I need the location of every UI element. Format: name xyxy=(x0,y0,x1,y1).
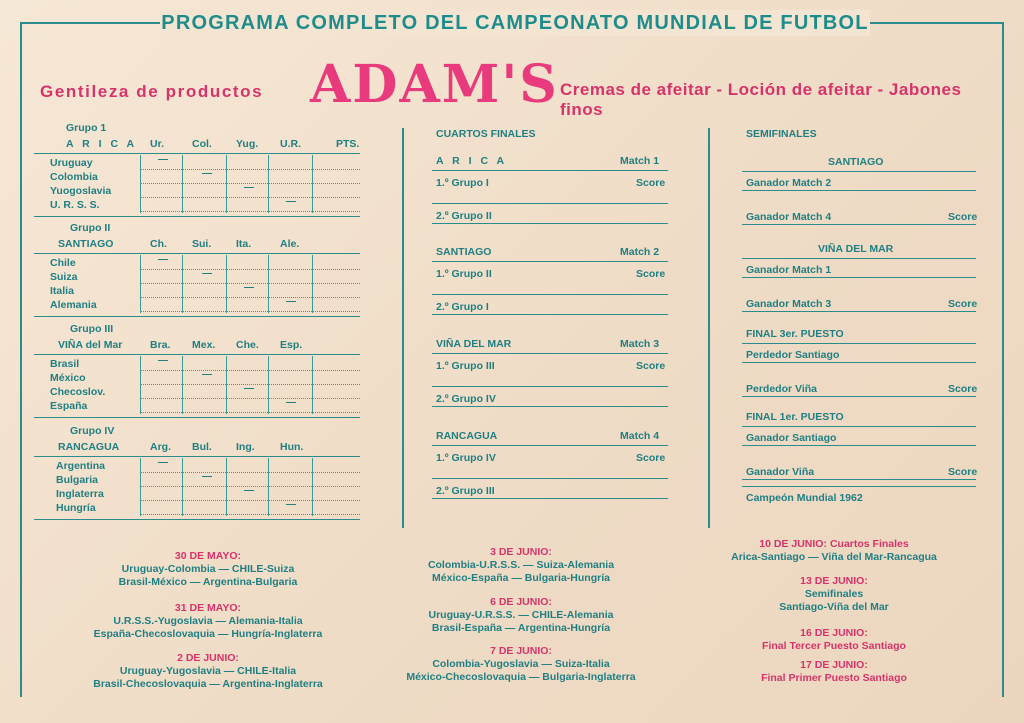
sponsor-right-text: Cremas de afeitar - Loción de afeitar - Jabones finos xyxy=(560,80,962,119)
schedule-entry xyxy=(664,575,1004,614)
schedule-line: Colombia-U.R.S.S. — Suiza-Alemania xyxy=(427,559,615,571)
group-venue: A R I C A xyxy=(66,138,138,150)
group-col-header: Ch. xyxy=(150,238,167,250)
schedule-date xyxy=(38,652,378,665)
schedule-date xyxy=(38,602,378,615)
semis-team-b: Ganador Match 3 xyxy=(746,298,832,310)
schedule-date xyxy=(664,627,1004,640)
group-row-line xyxy=(140,500,360,501)
cuartos-line xyxy=(432,498,668,499)
group-cell-line xyxy=(182,356,183,414)
schedule-date-text: 10 DE JUNIO: xyxy=(759,538,827,550)
semis-line xyxy=(742,171,976,172)
semis-head: VIÑA DEL MAR xyxy=(818,243,894,255)
schedule-line: España-Checoslovaquia — Hungría-Inglaterra xyxy=(93,628,323,640)
schedule-entry xyxy=(351,645,691,684)
group-col-header: Bul. xyxy=(192,441,212,453)
dash-mark: — xyxy=(158,457,168,468)
semis-line xyxy=(742,190,976,191)
group-team: Chile xyxy=(50,257,76,269)
group-col-header: PTS. xyxy=(336,138,360,150)
schedule-date xyxy=(351,645,691,658)
semis-title: SEMIFINALES xyxy=(746,128,817,140)
schedule-date-text: 31 DE MAYO: xyxy=(174,602,242,614)
group-team: Uruguay xyxy=(50,157,93,169)
group-col-header: Hun. xyxy=(280,441,304,453)
cuartos-line xyxy=(432,478,668,479)
sponsor-banner xyxy=(40,54,1000,119)
cuartos-line xyxy=(432,223,668,224)
schedule-line: Uruguay-Colombia — CHILE-Suiza xyxy=(121,563,295,575)
semis-line xyxy=(742,258,976,259)
schedule-entry xyxy=(664,659,1004,685)
group-team: Inglaterra xyxy=(56,488,104,500)
schedule-line: Semifinales xyxy=(804,588,864,600)
dash-mark: — xyxy=(286,196,296,207)
dash-mark: — xyxy=(286,296,296,307)
group-cell-line xyxy=(140,458,141,516)
schedule-line: México-Checoslovaquia — Bulgaria-Inglaterra xyxy=(406,671,636,683)
schedule-entry xyxy=(38,652,378,691)
semis-team-b: Ganador Match 4 xyxy=(746,211,832,223)
semis-score-label: Score xyxy=(948,211,978,223)
group-venue: VIÑA del Mar xyxy=(58,339,123,351)
cuartos-score-label: Score xyxy=(636,452,666,464)
dash-mark: — xyxy=(286,499,296,510)
group-team: Italia xyxy=(50,285,74,297)
cuartos-match-label: Match 4 xyxy=(620,430,660,442)
semis-score-label: Score xyxy=(948,466,978,478)
schedule-line: Arica-Santiago — Viña del Mar-Rancagua xyxy=(731,551,937,563)
group-col-header: Ur. xyxy=(150,138,165,150)
sponsor-left-text: Gentileza de productos xyxy=(40,82,264,101)
cuartos-line xyxy=(432,406,668,407)
cuartos-line xyxy=(432,445,668,446)
group-header-line xyxy=(34,354,360,355)
semis-line xyxy=(742,224,976,225)
group-cell-line xyxy=(182,155,183,213)
group-team: España xyxy=(50,400,88,412)
group-team: México xyxy=(50,372,86,384)
dash-mark: — xyxy=(244,182,254,193)
semis-line xyxy=(742,396,976,397)
dash-mark: — xyxy=(202,369,212,380)
frame-left xyxy=(20,22,22,697)
group-team: Suiza xyxy=(50,271,78,283)
group-header-line xyxy=(34,456,360,457)
cuartos-venue: RANCAGUA xyxy=(436,430,498,442)
schedule-entry xyxy=(351,596,691,635)
cuartos-match-label: Match 2 xyxy=(620,246,660,258)
page-title: PROGRAMA COMPLETO DEL CAMPEONATO MUNDIAL DE FUTBOL xyxy=(161,12,869,34)
schedule-date xyxy=(351,596,691,609)
group-cell-line xyxy=(140,155,141,213)
semis-team-a: Ganador Santiago xyxy=(746,432,837,444)
dash-mark: — xyxy=(244,485,254,496)
group-row-line xyxy=(140,211,360,212)
group-col-header: Mex. xyxy=(192,339,216,351)
semis-score-label: Score xyxy=(948,298,978,310)
schedule-date xyxy=(664,538,1004,551)
cuartos-venue: A R I C A xyxy=(436,155,508,167)
group-row-line xyxy=(140,311,360,312)
semis-team-a: Perdedor Santiago xyxy=(746,349,840,361)
cuartos-match-label: Match 3 xyxy=(620,338,660,350)
group-col-header: Ing. xyxy=(236,441,255,453)
group-team: Checoslov. xyxy=(50,386,106,398)
group-cell-line xyxy=(268,155,269,213)
semis-line xyxy=(742,277,976,278)
cuartos-team-b: 2.º Grupo II xyxy=(436,210,492,222)
cuartos-team-a: 1.º Grupo IV xyxy=(436,452,496,464)
group-cell-line xyxy=(312,255,313,313)
cuartos-score-label: Score xyxy=(636,360,666,372)
schedule-line: Colombia-Yugoslavia — Suiza-Italia xyxy=(432,658,610,670)
cuartos-team-b: 2.º Grupo I xyxy=(436,301,489,313)
semis-line xyxy=(742,362,976,363)
semis-team-b: Perdedor Viña xyxy=(746,383,817,395)
schedule-date-text: 16 DE JUNIO: xyxy=(800,627,868,639)
group-col-header: Ita. xyxy=(236,238,252,250)
group-bottom-line xyxy=(34,316,360,317)
dash-mark: — xyxy=(244,383,254,394)
group-col-header: Bra. xyxy=(150,339,171,351)
group-team: Hungría xyxy=(56,502,96,514)
cuartos-line xyxy=(432,170,668,171)
dash-mark: — xyxy=(286,397,296,408)
group-team: Argentina xyxy=(56,460,106,472)
cuartos-line xyxy=(432,386,668,387)
schedule-date-detail: Cuartos Finales xyxy=(829,538,909,550)
group-cell-line xyxy=(268,356,269,414)
semis-line xyxy=(742,426,976,427)
schedule-date-text: 17 DE JUNIO: xyxy=(800,659,868,671)
champion-label: Campeón Mundial 1962 xyxy=(746,492,863,504)
schedule-date-text: 13 DE JUNIO: xyxy=(800,575,868,587)
dash-mark: — xyxy=(202,471,212,482)
cuartos-title: CUARTOS FINALES xyxy=(436,128,536,140)
group-row-line xyxy=(140,197,360,198)
schedule-date-text: 2 DE JUNIO: xyxy=(177,652,239,664)
schedule-line: Final Primer Puesto Santiago xyxy=(761,672,907,684)
group-cell-line xyxy=(226,155,227,213)
cuartos-venue: SANTIAGO xyxy=(436,246,492,258)
schedule-line: U.R.S.S.-Yugoslavia — Alemania-Italia xyxy=(113,615,303,627)
schedule-entry xyxy=(664,538,1004,564)
group-cell-line xyxy=(182,458,183,516)
cuartos-team-b: 2.º Grupo III xyxy=(436,485,495,497)
cuartos-score-label: Score xyxy=(636,177,666,189)
dash-mark: — xyxy=(202,168,212,179)
group-cell-line xyxy=(312,458,313,516)
group-col-header: Esp. xyxy=(280,339,303,351)
schedule-line: Uruguay-U.R.S.S. — CHILE-Alemania xyxy=(428,609,614,621)
schedule-date xyxy=(38,550,378,563)
semis-line xyxy=(742,343,976,344)
semis-team-a: Ganador Match 2 xyxy=(746,177,832,189)
group-team: Yuogoslavia xyxy=(50,185,112,197)
schedule-entry xyxy=(664,627,1004,653)
semis-head: FINAL 1er. PUESTO xyxy=(746,411,844,423)
semis-line xyxy=(742,479,976,480)
group-cell-line xyxy=(140,356,141,414)
group-row-line xyxy=(140,269,360,270)
group-team: Colombia xyxy=(50,171,98,183)
group-label: Grupo III xyxy=(70,323,114,335)
cuartos-team-a: 1.º Grupo I xyxy=(436,177,489,189)
group-row-line xyxy=(140,412,360,413)
cuartos-line xyxy=(432,294,668,295)
cuartos-line xyxy=(432,203,668,204)
group-row-line xyxy=(140,514,360,515)
schedule-line: Brasil-Checoslovaquia — Argentina-Inglaterra xyxy=(93,678,323,690)
column-divider-2 xyxy=(708,128,710,528)
group-cell-line xyxy=(268,255,269,313)
dash-mark: — xyxy=(158,355,168,366)
group-venue: RANCAGUA xyxy=(58,441,120,453)
semis-head: FINAL 3er. PUESTO xyxy=(746,328,844,340)
group-cell-line xyxy=(182,255,183,313)
schedule-entry xyxy=(351,546,691,585)
group-col-header: Ale. xyxy=(280,238,300,250)
group-team: Alemania xyxy=(50,299,97,311)
semis-head: SANTIAGO xyxy=(828,156,884,168)
schedule-date-text: 7 DE JUNIO: xyxy=(490,645,552,657)
group-cell-line xyxy=(268,458,269,516)
group-label: Grupo IV xyxy=(70,425,115,437)
dash-mark: — xyxy=(158,254,168,265)
schedule-date xyxy=(664,575,1004,588)
schedule-date-text: 30 DE MAYO: xyxy=(174,550,242,562)
group-cell-line xyxy=(140,255,141,313)
cuartos-team-b: 2.º Grupo IV xyxy=(436,393,496,405)
group-col-header: Arg. xyxy=(150,441,171,453)
group-cell-line xyxy=(226,356,227,414)
group-row-line xyxy=(140,297,360,298)
group-cell-line xyxy=(312,155,313,213)
group-row-line xyxy=(140,472,360,473)
group-team: Bulgaria xyxy=(56,474,99,486)
dash-mark: — xyxy=(244,282,254,293)
schedule-line: Uruguay-Yugoslavia — CHILE-Italia xyxy=(119,665,297,677)
cuartos-line xyxy=(432,353,668,354)
champion-line xyxy=(742,486,976,487)
schedule-date-text: 6 DE JUNIO: xyxy=(490,596,552,608)
group-col-header: Col. xyxy=(192,138,212,150)
schedule-line: Brasil-España — Argentina-Hungría xyxy=(431,622,611,634)
dash-mark: — xyxy=(158,154,168,165)
group-row-line xyxy=(140,169,360,170)
schedule-entry xyxy=(38,550,378,589)
semis-line xyxy=(742,311,976,312)
group-col-header: Sui. xyxy=(192,238,212,250)
group-cell-line xyxy=(226,255,227,313)
cuartos-team-a: 1.º Grupo II xyxy=(436,268,492,280)
semis-score-label: Score xyxy=(948,383,978,395)
cuartos-line xyxy=(432,314,668,315)
schedule-date xyxy=(351,546,691,559)
group-label: Grupo 1 xyxy=(66,122,107,134)
schedule-entry xyxy=(38,602,378,641)
semis-team-b: Ganador Viña xyxy=(746,466,815,478)
cuartos-team-a: 1.º Grupo III xyxy=(436,360,495,372)
cuartos-score-label: Score xyxy=(636,268,666,280)
group-bottom-line xyxy=(34,216,360,217)
group-cell-line xyxy=(226,458,227,516)
group-bottom-line xyxy=(34,417,360,418)
schedule-line: Santiago-Viña del Mar xyxy=(779,601,889,613)
brand-logo: ADAM'S xyxy=(310,54,559,115)
group-team: Brasil xyxy=(50,358,80,370)
group-row-line xyxy=(140,398,360,399)
group-col-header: U.R. xyxy=(280,138,301,150)
group-col-header: Che. xyxy=(236,339,259,351)
group-bottom-line xyxy=(34,519,360,520)
group-header-line xyxy=(34,153,360,154)
cuartos-line xyxy=(432,261,668,262)
group-col-header: Yug. xyxy=(236,138,259,150)
schedule-line: Final Tercer Puesto Santiago xyxy=(762,640,906,652)
semis-line xyxy=(742,445,976,446)
schedule-line: México-España — Bulgaria-Hungría xyxy=(432,572,610,584)
schedule-line: Brasil-México — Argentina-Bulgaria xyxy=(118,576,298,588)
group-cell-line xyxy=(312,356,313,414)
group-label: Grupo II xyxy=(70,222,111,234)
cuartos-match-label: Match 1 xyxy=(620,155,660,167)
group-row-line xyxy=(140,370,360,371)
group-header-line xyxy=(34,253,360,254)
group-venue: SANTIAGO xyxy=(58,238,114,250)
dash-mark: — xyxy=(202,268,212,279)
schedule-date xyxy=(664,659,1004,672)
schedule-date-text: 3 DE JUNIO: xyxy=(490,546,552,558)
semis-team-a: Ganador Match 1 xyxy=(746,264,832,276)
group-team: U. R. S. S. xyxy=(50,199,100,211)
cuartos-venue: VIÑA DEL MAR xyxy=(436,338,512,350)
column-divider-1 xyxy=(402,128,404,528)
